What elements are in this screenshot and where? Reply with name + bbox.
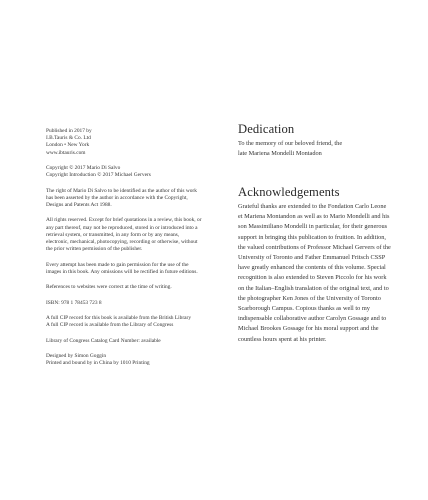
moral-rights-line: Designs and Patents Act 1988. bbox=[46, 202, 112, 208]
acknowledgements-line: son Massimiliano Mondelli in particular, for their generous bbox=[238, 223, 388, 231]
credits-line: Designed by Simon Goggin bbox=[46, 352, 107, 359]
references-line: References to websites were correct at the time of writing. bbox=[46, 284, 172, 291]
permission-line: images in this book. Any omissions will be rectified in future editions. bbox=[46, 268, 198, 275]
dedication-section bbox=[238, 122, 408, 159]
acknowledgements-line: the valued contributions of Professor Michael Gervers of the bbox=[238, 243, 391, 251]
references-notice bbox=[46, 284, 206, 291]
publisher-line: London • New York bbox=[46, 142, 90, 149]
acknowledgements-line: have greatly enhanced the contents of this volume. Special bbox=[238, 264, 386, 272]
rights-line: electronic, mechanical, photocopying, recording or otherwise, without bbox=[46, 239, 198, 245]
credits-line: Printed and bound by in China by 1010 Printing bbox=[46, 360, 150, 367]
publisher-line: I.B.Tauris & Co. Ltd bbox=[46, 135, 91, 142]
moral-rights-line: The right of Mario Di Salvo to be identified as the author of this work bbox=[46, 187, 197, 194]
moral-rights-notice bbox=[46, 188, 206, 210]
copyright-line: Copyright © 2017 Mario Di Salvo bbox=[46, 165, 121, 171]
copyright-line: Copyright Introduction © 2017 Michael Gervers bbox=[46, 172, 151, 179]
isbn bbox=[46, 300, 206, 307]
acknowledgements-heading: Acknowledgements bbox=[238, 185, 340, 199]
rights-line: All rights reserved. Except for brief quotations in a review, this book, or bbox=[46, 217, 202, 224]
publisher-info bbox=[46, 128, 206, 157]
acknowledgements-line: et Mariena Montandon as well as to Mario Mondelli and his bbox=[238, 213, 390, 221]
acknowledgements-line: Grateful thanks are extended to the Fondation Carlo Leone bbox=[238, 203, 387, 210]
imprint-block bbox=[46, 128, 206, 376]
production-credits bbox=[46, 353, 206, 367]
cip-line: A full CIP record is available from the Library of Congress bbox=[46, 322, 174, 329]
acknowledgements-line: Michael Brookes Gossage for his moral support and the bbox=[238, 325, 379, 333]
acknowledgements-line: recognition is also extended to Steven Piccolo for his work bbox=[238, 274, 387, 282]
acknowledgements-section bbox=[238, 185, 408, 345]
image-permission-notice bbox=[46, 262, 206, 276]
acknowledgements-line: indispensable collaborative author Carolyn Gossage and to bbox=[238, 315, 387, 323]
cip-line: A full CIP record for this book is available from the British Library bbox=[46, 314, 192, 321]
moral-rights-line: has been asserted by the author in accordance with the Copyright, bbox=[46, 194, 188, 201]
rights-reserved-notice bbox=[46, 217, 206, 253]
acknowledgements-line: on the Italian–English translation of the original text, and to bbox=[238, 284, 389, 292]
publisher-line: Published in 2017 by bbox=[46, 128, 92, 134]
publisher-website: www.ibtauris.com bbox=[46, 149, 86, 156]
permission-line: Every attempt has been made to gain permission for the use of the bbox=[46, 261, 189, 268]
library-of-congress-notice bbox=[46, 338, 206, 345]
loc-line: Library of Congress Catalog Card Number: available bbox=[46, 337, 161, 344]
acknowledgements-line: countless hours spent at his printer. bbox=[238, 335, 327, 343]
acknowledgements-line: the photographer Ken Jones of the University of Toronto bbox=[238, 294, 381, 302]
acknowledgements-line: Scarborough Campus. Copious thanks as well to my bbox=[238, 305, 370, 313]
dedication-line: late Mariena Mondelli Montadon bbox=[238, 150, 322, 158]
copyright-notice bbox=[46, 165, 206, 179]
dedication-line: To the memory of our beloved friend, the bbox=[238, 140, 343, 147]
acknowledgements-line: support in bringing this publication to fruition. In addition, bbox=[238, 233, 386, 241]
acknowledgements-text bbox=[238, 202, 408, 345]
rights-line: the prior written permission of the publisher. bbox=[46, 246, 143, 253]
acknowledgements-line: University of Toronto and Father Emmanuel Fritsch CSSP bbox=[238, 254, 386, 262]
rights-line: retrieval system, or transmitted, in any form or by any means, bbox=[46, 231, 180, 238]
cip-notice bbox=[46, 315, 206, 329]
rights-line: any part thereof, may not be reproduced, stored in or introduced into a bbox=[46, 224, 198, 231]
dedication-heading: Dedication bbox=[238, 122, 295, 136]
isbn-line: ISBN: 978 1 78453 723 8 bbox=[46, 299, 102, 306]
dedication-text bbox=[238, 139, 408, 159]
